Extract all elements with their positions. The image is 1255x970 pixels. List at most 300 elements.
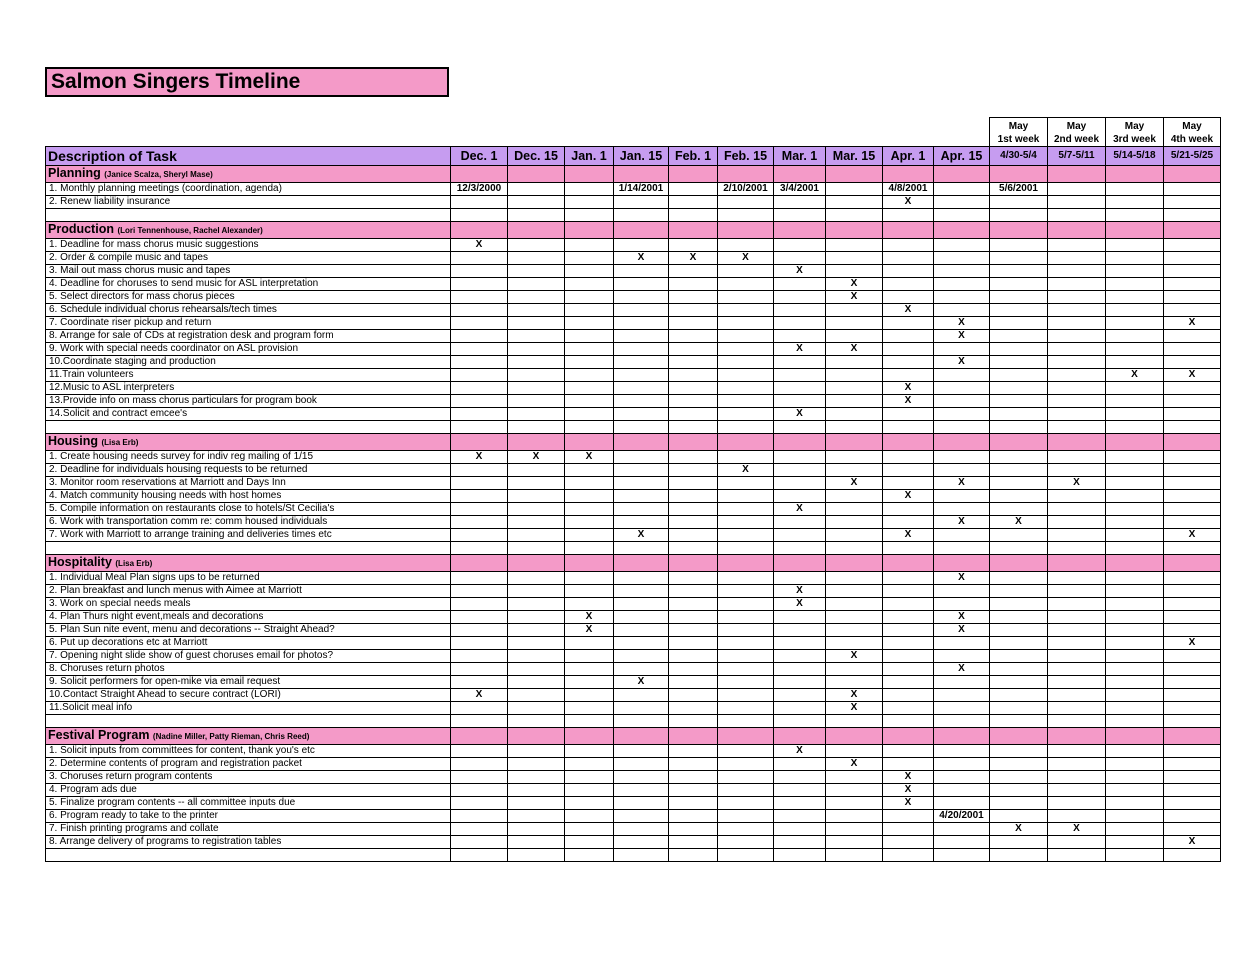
task-cell [614,637,669,650]
task-cell [565,745,614,758]
task-cell: X [934,330,990,343]
may-month-label: May [1182,121,1202,132]
task-cell [614,572,669,585]
task-cell: X [883,395,934,408]
section-cell [1164,434,1221,451]
task-cell [1164,291,1221,304]
spacer-cell [1106,715,1164,728]
task-cell [1106,408,1164,421]
task-cell [614,516,669,529]
task-cell [508,702,565,715]
task-cell [774,304,826,317]
task-cell [1106,637,1164,650]
task-cell [826,745,883,758]
task-cell [883,343,934,356]
task-cell [990,585,1048,598]
task-row [46,304,1221,317]
task-cell [1164,745,1221,758]
task-cell [451,490,508,503]
task-cell [883,676,934,689]
task-cell [669,797,718,810]
spacer-cell [565,715,614,728]
task-cell [614,823,669,836]
task-cell: X [614,529,669,542]
task-cell: X [883,797,934,810]
task-cell [565,823,614,836]
task-cell [826,252,883,265]
task-cell [508,239,565,252]
task-cell [669,611,718,624]
task-cell [990,408,1048,421]
task-cell: 4/8/2001 [883,183,934,196]
date-column-header: Mar. 15 [826,147,883,166]
task-cell: X [826,477,883,490]
task-cell [451,291,508,304]
task-cell [1048,797,1106,810]
section-cell [1164,222,1221,239]
spacer-cell [718,209,774,222]
task-cell [934,529,990,542]
spacer-cell [46,209,451,222]
spacer-cell [1164,715,1221,728]
task-cell [718,758,774,771]
task-cell [1106,503,1164,516]
task-cell: X [451,451,508,464]
task-cell [883,810,934,823]
task-cell [883,408,934,421]
may-week-label: 1st week [997,134,1040,145]
task-label: 7. Coordinate riser pickup and return [46,317,451,330]
task-cell [451,529,508,542]
task-cell [1106,572,1164,585]
task-row [46,585,1221,598]
task-cell [1048,183,1106,196]
spacer-cell [883,849,934,862]
task-cell [883,745,934,758]
spacer-cell [826,421,883,434]
task-cell [669,278,718,291]
task-cell: X [1106,369,1164,382]
task-cell [1106,624,1164,637]
task-cell [1106,663,1164,676]
section-cell [1048,555,1106,572]
task-row [46,676,1221,689]
task-cell [508,503,565,516]
task-cell: X [718,252,774,265]
task-cell: X [934,356,990,369]
task-cell [508,265,565,278]
task-cell [508,330,565,343]
task-cell [565,771,614,784]
spacer-cell [883,421,934,434]
task-cell [934,836,990,849]
section-cell [826,434,883,451]
spacer-cell [508,209,565,222]
task-cell: X [565,451,614,464]
task-cell [1048,196,1106,209]
task-cell [1164,650,1221,663]
task-cell: 12/3/2000 [451,183,508,196]
task-cell: X [1164,836,1221,849]
section-cell [1048,166,1106,183]
spacer-cell [565,421,614,434]
spacer-cell [565,542,614,555]
task-cell [718,369,774,382]
task-cell [990,797,1048,810]
task-cell [718,823,774,836]
section-cell [934,728,990,745]
task-cell [451,477,508,490]
task-cell [451,304,508,317]
task-label: 4. Program ads due [46,784,451,797]
task-cell [883,451,934,464]
task-cell [451,278,508,291]
task-cell [1048,356,1106,369]
task-cell [774,637,826,650]
task-cell [614,585,669,598]
task-row [46,252,1221,265]
task-cell: X [883,784,934,797]
task-cell [774,382,826,395]
spacer-cell [508,542,565,555]
task-cell [990,278,1048,291]
description-header: Description of Task [46,147,451,166]
spacer-row [46,542,1221,555]
page-title: Salmon Singers Timeline [51,70,301,93]
task-cell [990,477,1048,490]
task-cell [565,598,614,611]
task-cell [1048,516,1106,529]
task-row [46,624,1221,637]
task-cell [934,304,990,317]
spacer-cell [614,849,669,862]
date-column-header: 5/14-5/18 [1106,147,1164,166]
task-row [46,330,1221,343]
task-cell [990,330,1048,343]
spacer-cell [718,715,774,728]
task-label: 8. Arrange delivery of programs to registration tables [46,836,451,849]
section-name: Festival Program [48,728,150,742]
task-cell [774,784,826,797]
task-cell [669,676,718,689]
task-label: 4. Match community housing needs with host homes [46,490,451,503]
task-cell [774,611,826,624]
task-cell [718,503,774,516]
task-cell [451,650,508,663]
task-cell: 4/20/2001 [934,810,990,823]
task-cell [1048,598,1106,611]
task-cell: X [451,239,508,252]
task-label: 8. Choruses return photos [46,663,451,676]
task-cell [990,395,1048,408]
task-cell [826,490,883,503]
task-cell [990,304,1048,317]
task-cell [883,330,934,343]
task-cell: X [826,689,883,702]
task-cell [451,382,508,395]
section-cell [669,222,718,239]
task-label: 7. Work with Marriott to arrange training and deliveries times etc [46,529,451,542]
task-cell [883,356,934,369]
task-cell [1048,291,1106,304]
task-cell [990,464,1048,477]
task-cell [508,758,565,771]
task-cell [718,689,774,702]
task-row [46,663,1221,676]
section-cell [883,728,934,745]
task-cell [508,369,565,382]
task-cell [1106,650,1164,663]
task-cell: X [826,702,883,715]
task-cell [774,239,826,252]
task-cell [614,196,669,209]
task-cell [826,637,883,650]
spacer-cell [1106,421,1164,434]
task-cell [669,451,718,464]
task-label: 11.Solicit meal info [46,702,451,715]
task-cell [669,663,718,676]
task-cell [883,252,934,265]
spacer-cell [934,209,990,222]
task-cell: 2/10/2001 [718,183,774,196]
spacer-cell [990,421,1048,434]
task-cell [934,196,990,209]
spacer-cell [990,542,1048,555]
task-cell [508,278,565,291]
task-cell [934,343,990,356]
task-cell [565,689,614,702]
spacer-cell [614,715,669,728]
section-cell [718,166,774,183]
spacer-cell [669,715,718,728]
spacer-cell [883,542,934,555]
section-cell [990,555,1048,572]
section-cell [774,555,826,572]
task-cell [934,252,990,265]
task-cell [565,265,614,278]
task-cell [718,663,774,676]
task-cell [990,317,1048,330]
task-cell [508,183,565,196]
task-row [46,451,1221,464]
task-cell: 3/4/2001 [774,183,826,196]
task-cell [1106,183,1164,196]
spacer-cell [990,715,1048,728]
task-label: 1. Monthly planning meetings (coordination, agenda) [46,183,451,196]
may-month-label: May [1008,121,1029,132]
spacer-cell [669,542,718,555]
task-cell [934,758,990,771]
task-cell [614,343,669,356]
task-cell [718,611,774,624]
date-column-header: 4/30-5/4 [990,147,1048,166]
section-cell [990,728,1048,745]
task-label: 1. Deadline for mass chorus music suggestions [46,239,451,252]
task-cell [508,676,565,689]
date-column-header: Jan. 15 [614,147,669,166]
task-cell [990,291,1048,304]
task-cell [1048,304,1106,317]
task-label: 2. Determine contents of program and registration packet [46,758,451,771]
section-cell [565,166,614,183]
task-cell [451,265,508,278]
task-cell: X [934,624,990,637]
task-cell [565,278,614,291]
section-cell [1048,434,1106,451]
task-cell [934,451,990,464]
task-cell [565,239,614,252]
date-column-header: Apr. 15 [934,147,990,166]
task-row [46,239,1221,252]
task-cell [883,702,934,715]
task-cell [826,784,883,797]
may-week-header [990,118,1048,147]
task-cell [669,598,718,611]
task-cell [508,784,565,797]
task-cell [826,239,883,252]
section-cell [1164,166,1221,183]
may-week-header [1164,118,1221,147]
task-cell [883,611,934,624]
task-cell [1048,343,1106,356]
task-cell [883,516,934,529]
task-cell: X [883,771,934,784]
task-cell [508,810,565,823]
task-cell [774,278,826,291]
task-cell [1106,196,1164,209]
task-cell [774,464,826,477]
task-cell [614,451,669,464]
task-cell [614,689,669,702]
task-cell [934,382,990,395]
section-cell [1106,555,1164,572]
task-row [46,464,1221,477]
section-cell [934,434,990,451]
task-cell: X [774,265,826,278]
task-row [46,650,1221,663]
task-cell [718,304,774,317]
task-cell [990,784,1048,797]
task-cell [669,702,718,715]
spacer-cell [1106,849,1164,862]
task-cell [451,797,508,810]
may-week-header [1048,118,1106,147]
task-cell [883,585,934,598]
section-header-row [46,166,1221,183]
task-cell [614,330,669,343]
task-cell [990,624,1048,637]
task-cell [669,823,718,836]
spacer-cell [1106,542,1164,555]
section-cell [1164,555,1221,572]
spacer-cell [826,542,883,555]
task-cell [508,836,565,849]
task-cell [614,771,669,784]
task-cell [774,369,826,382]
spacer-cell [718,849,774,862]
task-cell [451,572,508,585]
blank-cell [46,118,990,147]
task-cell: X [774,343,826,356]
task-cell [883,239,934,252]
task-cell [826,663,883,676]
task-cell [508,196,565,209]
task-cell [1164,702,1221,715]
task-cell [826,395,883,408]
section-title [46,434,451,451]
task-cell: X [774,745,826,758]
task-cell [826,624,883,637]
task-cell: X [934,663,990,676]
task-cell [1048,585,1106,598]
task-cell [883,689,934,702]
task-cell: X [614,252,669,265]
task-cell [508,650,565,663]
section-cell [669,434,718,451]
task-cell [508,745,565,758]
task-cell [883,291,934,304]
task-cell [614,304,669,317]
task-cell [1164,183,1221,196]
section-cell [565,434,614,451]
task-cell [990,503,1048,516]
task-cell [1164,676,1221,689]
task-cell [451,611,508,624]
task-cell [565,784,614,797]
task-cell: X [774,585,826,598]
task-cell [1048,702,1106,715]
task-row [46,572,1221,585]
task-cell [508,395,565,408]
task-cell [1048,689,1106,702]
task-cell [990,343,1048,356]
may-header-row [46,118,1221,147]
task-cell [614,291,669,304]
task-cell [1106,529,1164,542]
task-cell [451,196,508,209]
task-cell [1048,265,1106,278]
task-cell [565,585,614,598]
task-cell [451,585,508,598]
task-cell [1164,823,1221,836]
task-cell [1106,382,1164,395]
task-cell [826,408,883,421]
task-cell [451,516,508,529]
task-cell [826,572,883,585]
task-cell [614,797,669,810]
task-cell [718,490,774,503]
task-cell [774,663,826,676]
task-cell [774,702,826,715]
task-cell [614,810,669,823]
task-cell [669,265,718,278]
date-column-header: Mar. 1 [774,147,826,166]
spacer-cell [774,209,826,222]
task-cell [614,317,669,330]
task-row [46,810,1221,823]
title-box [45,67,449,97]
task-cell [883,823,934,836]
task-cell [718,516,774,529]
task-cell [614,369,669,382]
task-cell [1048,330,1106,343]
task-cell [669,408,718,421]
task-cell [718,529,774,542]
task-cell [1164,784,1221,797]
task-cell [883,503,934,516]
task-cell [1106,278,1164,291]
section-cell [990,166,1048,183]
